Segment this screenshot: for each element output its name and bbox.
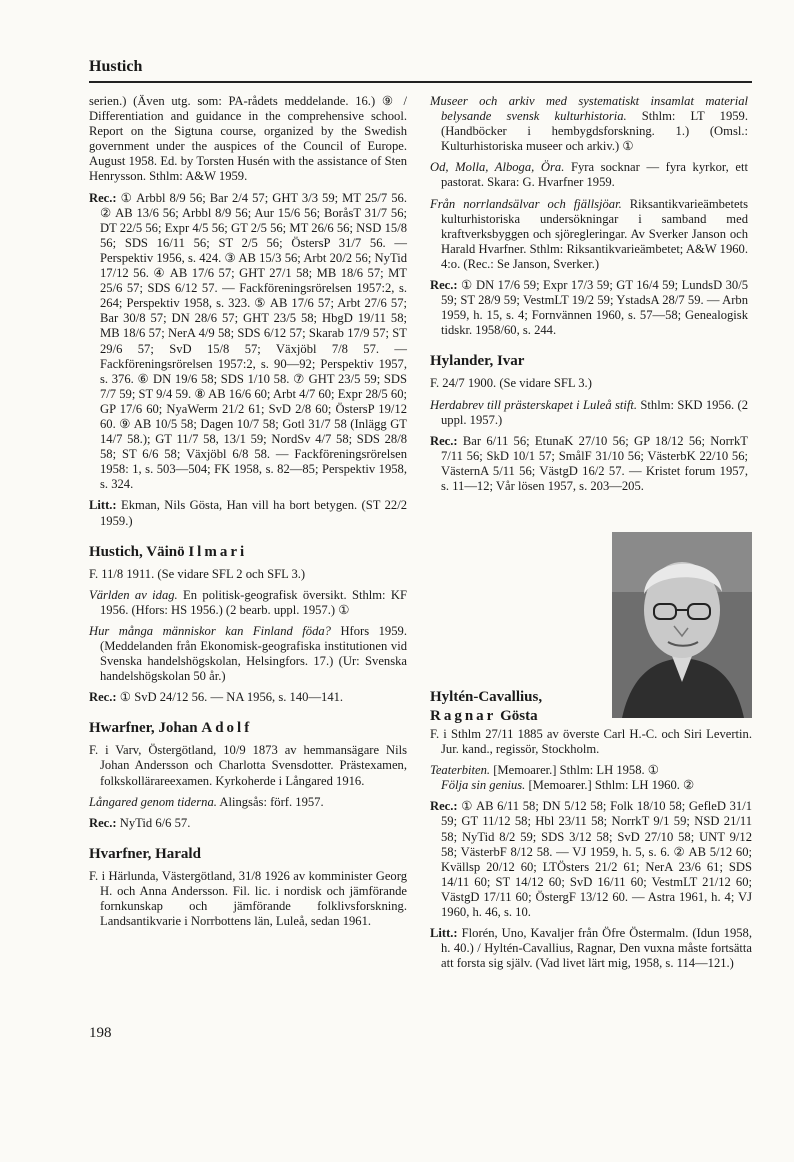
entry-heading-harald: Hvarfner, Harald (89, 845, 201, 862)
right-column (430, 94, 748, 500)
reviews-paragraph (89, 191, 407, 493)
entry-name-line2 (430, 707, 610, 726)
work-details: Sthlm: SKD 1956. (2 uppl. 1957.) (441, 397, 748, 427)
entry-heading-ragnar (430, 688, 610, 726)
literature-paragraph (430, 926, 752, 971)
reviews-text: ① DN 17/6 59; Expr 17/3 59; GT 16/4 59; LundsD 30/5 59; ST 28/9 59; VestmLT 19/2 59; YstadsA 28/7 59. — Arbn 1959, h. 15, s. 4; Fornvännen 1960, s. 57—58; Genealogisk tidskr. 1958/60, s. 244. (441, 278, 748, 338)
work-item (430, 160, 748, 190)
entry-heading-ivar: Hylander, Ivar (430, 353, 525, 370)
birth-info: F. 24/7 1900. (Se vidare SFL 3.) (430, 376, 592, 391)
work-title: Teaterbiten. (430, 763, 491, 778)
rec-label: Rec.: (89, 815, 117, 830)
work-item (430, 398, 748, 428)
running-header: Hustich (89, 58, 143, 75)
birth-info: F. 11/8 1911. (Se vidare SFL 2 och SFL 3.) (89, 566, 306, 581)
reviews-text: ① AB 6/11 58; DN 5/12 58; Folk 18/10 58; GefleD 31/1 59; GT 11/12 58; Hbl 23/11 58; NorrkT 9/1 59; NSD 21/11 58; NyTid 8/2 59; SDS 3/12 58; SvD 27/10 58; UNT 9/12 58; VästerbF 8/12 58. — VJ 1959, h. 5, s. 6. ② AB 5/12 60; Kvällsp 20/12 60; LTÖsters 21/2 61; NerA 23/6 61; SDS 14/11 60; ST 14/12 60; SvD 16/11 60; VestmLT 21/12 60; VästgD 17/11 60; ÖstergF 13/12 60. — Astra 1961, h. 4; VJ 1960, h. 46, s. 10. (441, 799, 752, 920)
work-details: Sthlm: LT 1959. (Handböcker i hembygdsforskning. 1.) (Omsl.: Kulturhistoriska museer och arkiv.) ① (441, 109, 748, 154)
work-item (89, 624, 407, 684)
work-details: Hfors 1959. (Meddelanden från Ekonomisk-geografiska institutionen vid Svenska handelshögskolan, Helsingfors. 17.) (Ur: Svenska handelshögskolan 50 år.) (100, 623, 407, 684)
litt-label: Litt.: (430, 926, 458, 941)
birth-info: F. i Sthlm 27/11 1885 av överste Carl H.-C. och Siri Levertin. Jur. kand., regissör, Stockholm. (430, 727, 752, 757)
entry-name-spaced: Ilmari (188, 543, 248, 560)
reviews-text: Bar 6/11 56; EtunaK 27/10 56; GP 18/12 56; NorrkT 7/11 56; SkD 10/1 57; SmålF 31/10 56; VästerbK 22/10 56; VästernA 5/11 56; VästgD 16/2 57. — Kristet forum 1957, s. 11—12; Vår lösen 1957, s. 203—205. (441, 433, 748, 493)
left-column (89, 94, 407, 935)
work-title: Långared genom tiderna. (89, 794, 217, 809)
work-title: Od, Molla, Alboga, Öra. (430, 160, 565, 175)
entry-heading-vaino (89, 543, 407, 561)
entry-heading-johan (89, 719, 407, 737)
rec-label: Rec.: (430, 433, 458, 448)
reviews-text: ① SvD 24/12 56. — NA 1956, s. 140—141. (116, 690, 344, 705)
work-details: Alingsås: förf. 1957. (216, 794, 324, 809)
right-column-lower (430, 727, 752, 977)
work-details: [Memoarer.] Sthlm: LH 1960. ② (525, 778, 695, 793)
rec-label: Rec.: (89, 190, 117, 205)
work-title: Hur många människor kan Finland föda? (89, 623, 331, 638)
work-title: Herdabrev till prästerskapet i Luleå stift. (430, 397, 638, 412)
literature-paragraph (89, 498, 407, 528)
reviews-paragraph (89, 816, 407, 831)
birth-info: F. i Härlunda, Västergötland, 31/8 1926 av komminister Georg H. och Anna Andersson. Fil. lic. i nordisk och jämförande fornkunskap och jämförande folklivsforskning. Landsantikvarie i Norrbottens län, Luleå, sedan 1961. (89, 868, 407, 929)
entry-name: Hwarfner, Johan (89, 720, 202, 737)
work-details: En politisk-geografisk översikt. Sthlm: KF 1956. (Hfors: HS 1956.) (2 bearb. uppl. 1957.) ① (100, 587, 407, 617)
continued-text: serien.) (Även utg. som: PA-rådets meddelande. 16.) ⑨ / Differentiation and guidance in the comprehensive school. Report on the Sigtuna course, organized by the Swedish government under the auspices of the Council of Europe. August 1958. Ed. by Torsten Husén with the assistance of Sten Henrysson. Sthlm: A&W 1959. (89, 94, 407, 184)
entry-name-spaced: Ragnar (430, 708, 497, 724)
work-item (430, 94, 748, 154)
entry-name: Hustich, Väinö (89, 543, 189, 560)
entry-name-spaced: Adolf (201, 720, 253, 737)
reviews-paragraph (430, 434, 748, 494)
literature-text: Florén, Uno, Kavaljer från Öfre Östermalm. (Idun 1958, h. 40.) / Hyltén-Cavallius, Ragnar, Den vuxna måste fortsätta att forsta sig själv. (Vad livet lärt mig, 1958, s. 114—121.) (441, 926, 752, 971)
work-title: Från norrlandsälvar och fjällsjöar. (430, 196, 622, 211)
work-item (89, 795, 407, 810)
work-title: Följa sin genius. (441, 778, 526, 793)
reviews-text: ① Arbbl 8/9 56; Bar 2/4 57; GHT 3/3 59; MT 25/7 56. ② AB 13/6 56; Arbbl 8/9 56; Aur 15/6 56; BoråsT 31/7 56; DT 22/5 56; Expr 4/5 56; GT 2/5 56; MT 26/6 56; NSD 15/8 56; SDS 16/11 56; ST 2/5 56; ÖstersP 31/7 56. — Perspektiv 1956, s. 424. ③ AB 15/3 56; Arbt 20/2 56; NyTid 17/12 56. ④ AB 17/6 57; GHT 27/1 58; MB 18/6 57; MT 25/6 57; SDS 6/12 57. — Fackföreningsrörelsen 1957:2, s. 264; Perspektiv 1958, s. 323. ⑤ AB 17/6 57; Arbt 27/6 57; Bar 30/8 57; DN 28/6 57; GHT 23/5 58; HbgD 19/11 58; MB 18/6 57; NerA 4/9 58; SDS 6/12 57; Skarab 17/9 57; ST 29/6 57; SvD 15/8 57; Växjöbl 7/8 57. — Fackföreningsrörelsen 1957:2, s. 90—92; Perspektiv 1957, s. 376. ⑥ DN 19/6 58; SDS 1/10 58. ⑦ GHT 23/5 59; SDS 7/7 59; ST 9/4 59. ⑧ AB 16/6 60; Arbt 4/7 60; Expr 28/5 60; GP 17/6 60; NyaWerm 21/2 61; SvD 2/8 60; ÖstersP 19/12 60. ⑨ AB 10/5 58; Dagen 10/7 58; Gotl 31/7 58 (Inlägg GT 14/7 58.); GT 11/7 58, 13/1 59; NordSv 4/7 58; SDS 28/8 58; ST 6/6 58; Växjöbl 6/8 58. — Fackföreningsrörelsen 1958: 1, s. 503—504; FK 1958, s. 82—85; Perspektiv 1958, s. 324. (100, 190, 407, 492)
header-rule (89, 81, 752, 83)
reviews-paragraph (430, 278, 748, 338)
portrait-image (612, 532, 752, 718)
work-item (430, 763, 752, 793)
reviews-text: NyTid 6/6 57. (116, 815, 191, 830)
reviews-paragraph (430, 799, 752, 920)
work-item (430, 197, 748, 272)
work-title: Museer och arkiv med systematiskt insamlat material belysande svensk kulturhistoria. (430, 94, 748, 124)
entry-name: Hyltén-Cavallius, (430, 689, 543, 705)
work-details: [Memoarer.] Sthlm: LH 1958. ① (490, 763, 660, 778)
page-number: 198 (89, 1025, 112, 1041)
reviews-paragraph (89, 690, 407, 705)
rec-label: Rec.: (430, 278, 458, 293)
literature-text: Ekman, Nils Gösta, Han vill ha bort betygen. (ST 22/2 1959.) (100, 498, 407, 528)
rec-label: Rec.: (89, 690, 117, 705)
litt-label: Litt.: (89, 498, 117, 513)
work-item (89, 588, 407, 618)
work-details: Fyra socknar — fyra kyrkor, ett pastorat. Skara: G. Hvarfner 1959. (441, 160, 748, 190)
work-details: Riksantikvarieämbetets kulturhistoriska undersökningar i samband med kraftverksbyggen och sjöregleringar. Av Sverker Janson och Harald Hvarfner. Sthlm: Riksantikvarieämbetet; A&W 1960. 4:o. (Rec.: Se Janson, Sverker.) (441, 196, 748, 271)
portrait-photo (612, 532, 752, 718)
entry-name-rest: Gösta (496, 708, 538, 724)
rec-label: Rec.: (430, 799, 458, 814)
work-title: Världen av idag. (89, 587, 178, 602)
birth-info: F. i Varv, Östergötland, 10/9 1873 av hemmansägare Nils Johan Andersson och Charlotta Svensdotter. Prästexamen, folkskollärareexamen. Kyrkoherde i Långared 1916. (89, 743, 407, 788)
